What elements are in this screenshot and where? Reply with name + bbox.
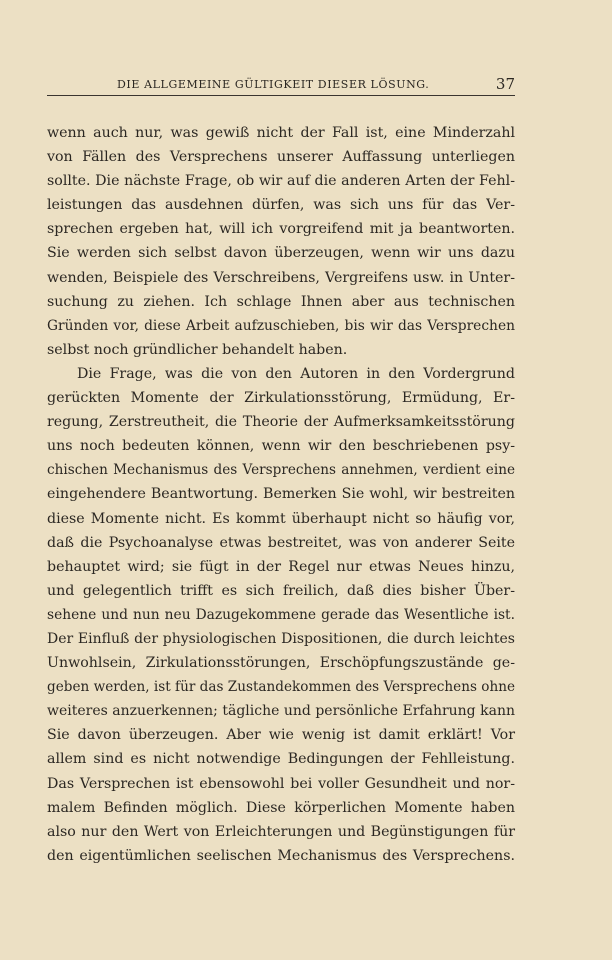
text-line: suchung zu ziehen. Ich schlage Ihnen aber aus technischen [47, 293, 515, 310]
text-line: allem sind es nicht notwendige Bedingungen der Fehlleistung. [47, 751, 515, 768]
text-line: regung, Zerstreutheit, die Theorie der Aufmerksamkeitsstörung [47, 414, 515, 431]
paragraph-2 [47, 362, 515, 868]
page-number: 37 [495, 75, 515, 93]
text-line: selbst noch gründlicher behandelt haben. [47, 341, 348, 358]
text-line: Die Frage, was die von den Autoren in den Vordergrund [77, 365, 515, 382]
text-line: behauptet wird; sie fügt in der Regel nur etwas Neues hinzu, [47, 558, 515, 575]
text-line: von Fällen des Versprechens unserer Auffassung unterliegen [47, 149, 515, 166]
text-line: sollte. Die nächste Frage, ob wir auf die anderen Arten der Fehl- [47, 173, 515, 190]
text-line: daß die Psychoanalyse etwas bestreitet, was von anderer Seite [47, 534, 515, 551]
text-line: Unwohlsein, Zirkulationsstörungen, Erschöpfungszustände ge- [47, 655, 515, 672]
text-line: wenn auch nur, was gewiß nicht der Fall ist, eine Minderzahl [47, 125, 515, 141]
text-line: gerückten Momente der Zirkulationsstörung, Ermüdung, Er- [47, 390, 515, 407]
text-line: Sie davon überzeugen. Aber wie wenig ist damit erklärt! Vor [47, 727, 515, 744]
text-line: sehene und nun neu Dazugekommene gerade das Wesentliche ist. [47, 606, 515, 623]
text-line: Sie werden sich selbst davon überzeugen, wenn wir uns dazu [47, 245, 515, 262]
body-text [47, 121, 515, 868]
text-line: Der Einfluß der physiologischen Dispositionen, die durch leichtes [47, 630, 515, 647]
text-line: sprechen ergeben hat, will ich vorgreifend mit ja beantworten. [47, 221, 515, 238]
paragraph-1 [47, 121, 515, 362]
text-line: Das Versprechen ist ebensowohl bei voller Gesundheit und nor- [47, 775, 515, 792]
text-line: chischen Mechanismus des Versprechens annehmen, verdient eine [47, 462, 515, 479]
text-line: diese Momente nicht. Es kommt überhaupt nicht so häufig vor, [47, 510, 515, 527]
text-line: uns noch bedeuten können, wenn wir den beschriebenen psy- [47, 438, 515, 455]
text-line: und gelegentlich trifft es sich freilich, daß dies bisher Über- [47, 582, 515, 599]
page-header [47, 74, 515, 96]
text-line: malem Befinden möglich. Diese körperlichen Momente haben [47, 799, 515, 816]
text-line: den eigentümlichen seelischen Mechanismus des Versprechens. [47, 847, 515, 864]
text-line: eingehendere Beantwortung. Bemerken Sie wohl, wir bestreiten [47, 486, 515, 503]
text-line: geben werden, ist für das Zustandekommen des Versprechens ohne [47, 679, 515, 696]
running-head: DIE ALLGEMEINE GÜLTIGKEIT DIESER LÖSUNG. [117, 78, 430, 91]
header-rule [47, 95, 515, 96]
text-line: leistungen das ausdehnen dürfen, was sich uns für das Ver- [47, 197, 515, 214]
text-line: weiteres anzuerkennen; tägliche und persönliche Erfahrung kann [47, 703, 515, 720]
text-line: wenden, Beispiele des Verschreibens, Vergreifens usw. in Unter- [47, 269, 515, 286]
text-line: Gründen vor, diese Arbeit aufzuschieben, bis wir das Versprechen [47, 317, 515, 334]
text-line: also nur den Wert von Erleichterungen und Begünstigungen für [47, 823, 515, 840]
